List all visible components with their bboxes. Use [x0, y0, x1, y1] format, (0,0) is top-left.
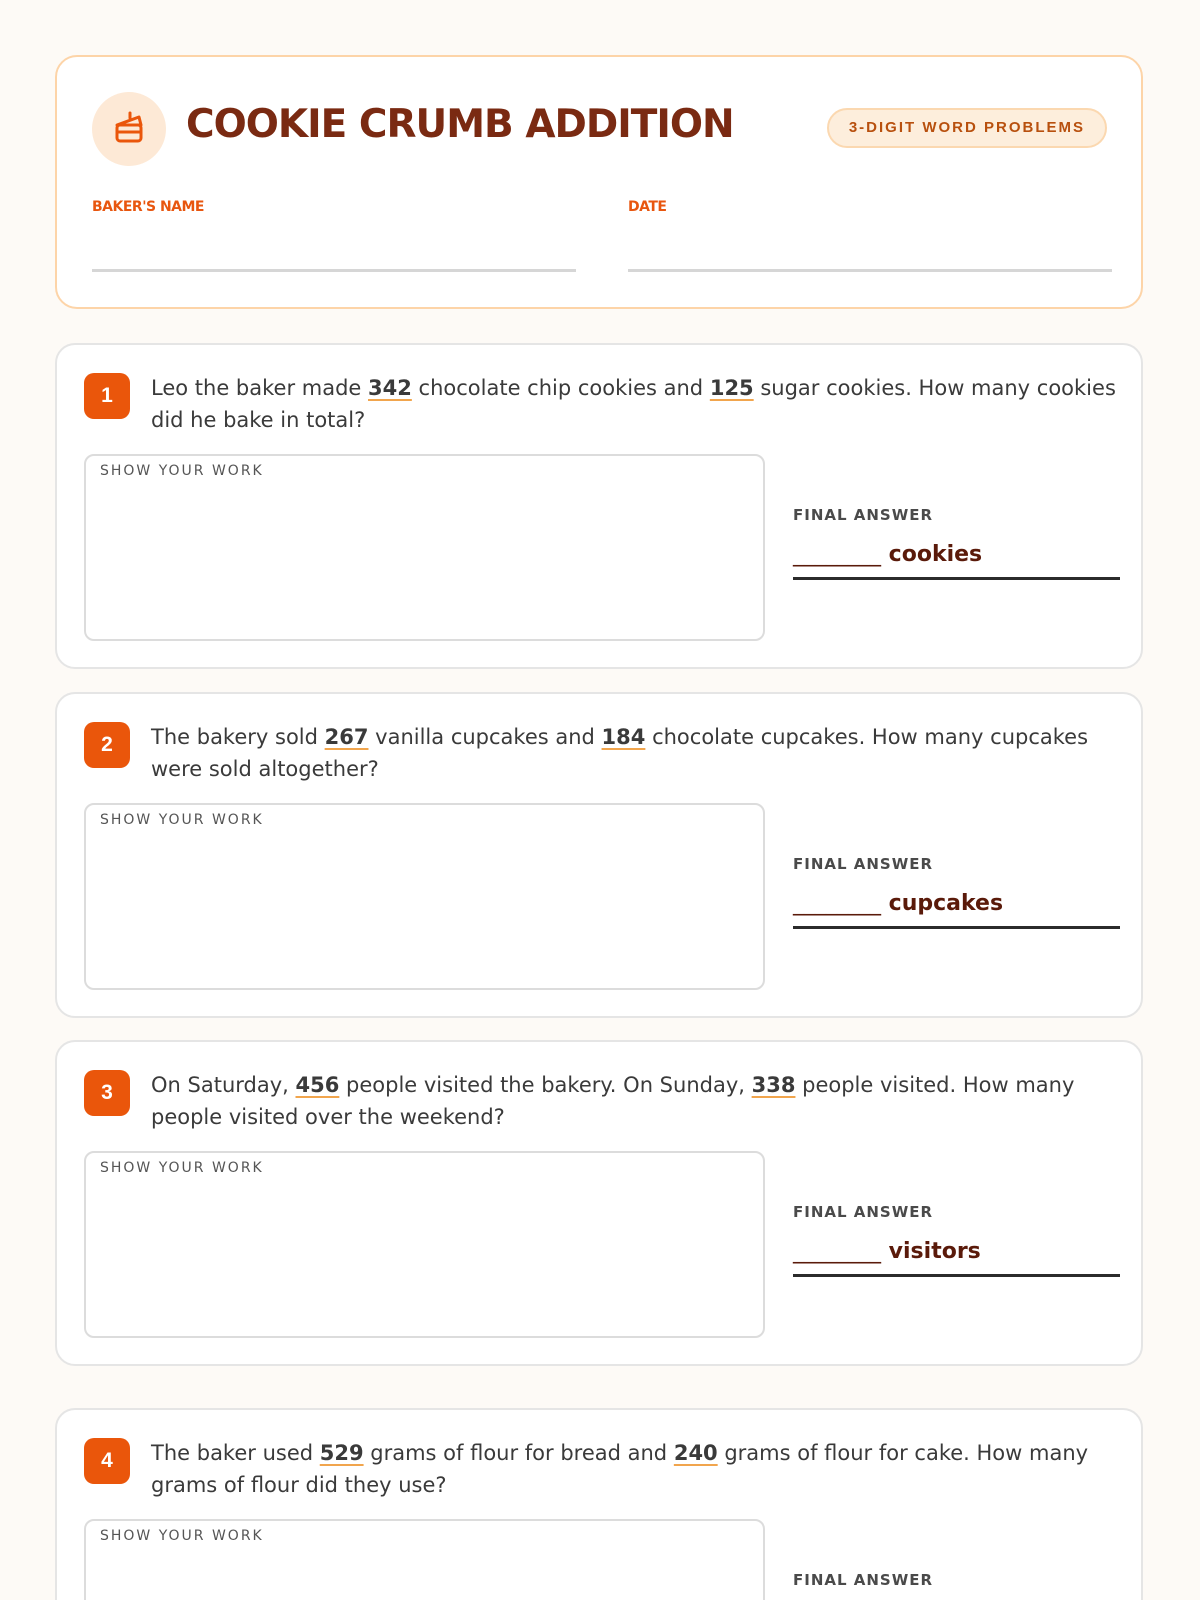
number-value: 456: [295, 1073, 340, 1097]
final-answer-label: FINAL ANSWER: [793, 1571, 934, 1589]
work-label: SHOW YOUR WORK: [100, 812, 264, 828]
number-value: 184: [601, 725, 646, 749]
work-label: SHOW YOUR WORK: [100, 1528, 264, 1544]
final-answer-label: FINAL ANSWER: [793, 1203, 934, 1221]
work-area[interactable]: [84, 1519, 765, 1600]
work-label: SHOW YOUR WORK: [100, 1160, 264, 1176]
answer-blank: ________: [793, 542, 881, 567]
number-value: 338: [751, 1073, 796, 1097]
problem-number-badge: 2: [84, 722, 130, 768]
problem-number-badge: 1: [84, 373, 130, 419]
problem-card: [55, 692, 1143, 1018]
work-area[interactable]: [84, 1151, 765, 1338]
final-answer-label: FINAL ANSWER: [793, 855, 934, 873]
answer-unit: cookies: [888, 542, 983, 567]
problem-question: The bakery sold 267 vanilla cupcakes and 184 chocolate cupcakes. How many cupcakes were sold altogether?: [151, 725, 1089, 781]
header-card: [55, 55, 1143, 309]
problem-card: [55, 1040, 1143, 1366]
final-answer-field[interactable]: [793, 1234, 1120, 1277]
name-field[interactable]: [92, 269, 576, 272]
problem-question: The baker used 529 grams of flour for bread and 240 grams of flour for cake. How many grams of flour did they use?: [151, 1441, 1089, 1497]
answer-blank: ________: [793, 1239, 881, 1264]
answer-unit: visitors: [888, 1239, 981, 1264]
problem-card: [55, 343, 1143, 669]
work-area[interactable]: [84, 803, 765, 990]
final-answer-field[interactable]: [793, 537, 1120, 580]
number-value: 240: [673, 1441, 718, 1465]
number-value: 125: [709, 376, 754, 400]
number-value: 529: [319, 1441, 364, 1465]
date-field[interactable]: [628, 269, 1112, 272]
final-answer-label: FINAL ANSWER: [793, 506, 934, 524]
number-value: 267: [324, 725, 369, 749]
final-answer-field[interactable]: [793, 886, 1120, 929]
logo: [92, 92, 166, 166]
answer-unit: cupcakes: [888, 891, 1004, 916]
number-value: 342: [368, 376, 412, 400]
page-title: COOKIE CRUMB ADDITION: [186, 102, 734, 147]
date-label: DATE: [628, 199, 667, 215]
problem-card: [55, 1408, 1143, 1600]
work-area[interactable]: [84, 454, 765, 641]
cake-slice-icon: [109, 109, 149, 149]
problem-number-badge: 3: [84, 1070, 130, 1116]
problem-question: Leo the baker made 342 chocolate chip cookies and 125 sugar cookies. How many cookies did he bake in total?: [151, 376, 1116, 432]
problem-number-badge: 4: [84, 1438, 130, 1484]
level-badge: 3-DIGIT WORD PROBLEMS: [827, 108, 1107, 148]
answer-blank: ________: [793, 891, 881, 916]
work-label: SHOW YOUR WORK: [100, 463, 264, 479]
name-label: BAKER'S NAME: [92, 199, 204, 215]
problem-question: On Saturday, 456 people visited the bakery. On Sunday, 338 people visited. How many people visited over the weekend?: [151, 1073, 1075, 1129]
